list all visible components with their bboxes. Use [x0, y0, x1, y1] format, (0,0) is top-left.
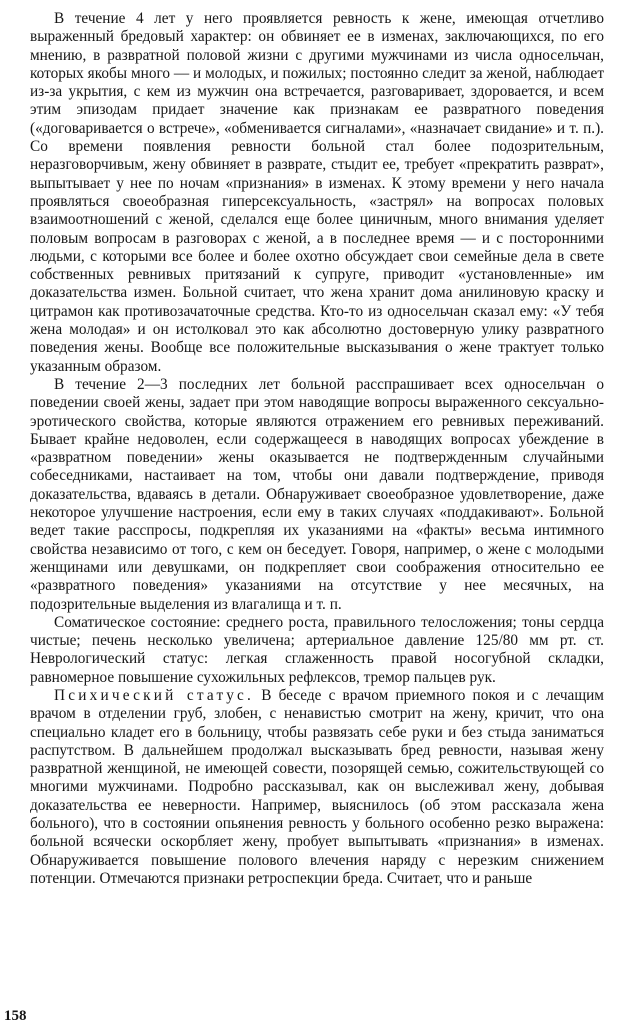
mental-status-text: В беседе с врачом приемного покоя и с лечащим врачом в отделении груб, злобен, с ненавистью смотрит на жену, кричит, что она специально кладет его в больницу, чтобы развязать себе руки и без стыда заниматься распутством. В дальнейшем продолжал высказывать бред ревности, называя жену развратной женщиной, не имеющей совести, позорящей семью, сожительствующей со многими мужчинами. Подробно рассказывал, как он выслеживал жену, добывая доказательства ее неверности. Например, выяснилось (об этом рассказала жена больного), что в состоянии опьянения ревность у больного особенно резко выражена: больной всячески оскорбляет жену, пробует выпытывать «признания» в изменах. Обнаруживается повышение полового влечения наряду с нерезким снижением потенции. Отмечаются признаки ретроспекции бреда. Считает, что и раньше	[30, 686, 604, 887]
paragraph-jealousy-history: В течение 4 лет у него проявляется ревность к жене, имеющая отчетливо выраженный бредовый характер: он обвиняет ее в изменах, заключающихся, по его мнению, в развратной половой жизни с другими мужчинами из числа односельчан, которых якобы много — и молодых, и пожилых; постоянно следит за женой, наблюдает из-за укрытия, с кем из мужчин она встречается, разговаривает, здоровается, и всем этим эпизодам придает значение как признакам ее развратного поведения («договаривается о встрече», «обменивается сигналами», «назначает свидание» и т. п.). Со времени появления ревности больной стал более подозрительным, неразговорчивым, жену обвиняет в разврате, стыдит ее, требует «прекратить разврат», выпытывает у нее по ночам «признания» в изменах. К этому времени у него начала проявляться своеобразная гиперсексуальность, «застрял» на вопросах половых взаимоотношений с женой, сделался еще более циничным, много внимания уделяет половым вопросам в разговорах с женой, а в последнее время — и с посторонними людьми, с которыми все более и более охотно обсуждает свои семейные дела в свете собственных ревнивых притязаний к супруге, приводит «установленные» им доказательства измен. Больной считает, что жена хранит дома анилиновую краску и цитрамон как противозачаточные средства. Кто-то из односельчан сказал ему: «У тебя жена молодая» и он истолковал это как абсолютно достоверную улику развратного поведения жены. Вообще все положительные высказывания о жене трактует только указанным образом.	[30, 10, 604, 375]
paragraph-questioning-villagers: В течение 2—3 последних лет больной расспрашивает всех односельчан о поведении своей жены, задает при этом наводящие вопросы выраженного сексуально-эротического свойства, которые являются отражением его ревнивых переживаний. Бывает крайне недоволен, если содержащееся в наводящих вопросах убеждение в «развратном поведении» жены оказывается не подтвержденным случайными собеседниками, настаивает на том, чтобы они давали подтверждение, приводя доказательства, вдаваясь в детали. Обнаруживает своеобразное удовлетворение, даже некоторое улучшение настроения, если ему в таких случаях «поддакивают». Больной ведет такие расспросы, подкрепляя их указаниями на «факты» весьма интимного свойства независимо от того, с кем он беседует. Говоря, например, о жене с молодыми женщинами или девушками, он подкрепляет свои соображения относительно ее «развратного поведения» указаниями на отсутствие у нее месячных, на подозрительные выделения из влагалища и т. п.	[30, 375, 604, 613]
page-number: 158	[4, 1008, 27, 1024]
paragraph-mental-status	[30, 687, 604, 888]
paragraph-somatic-status: Соматическое состояние: среднего роста, правильного телосложения; тоны сердца чистые; печень несколько увеличена; артериальное давление 125/80 мм рт. ст. Неврологический статус: легкая сглаженность правой носогубной складки, равномерное повышение сухожильных рефлексов, тремор пальцев рук.	[30, 613, 604, 686]
book-page-text	[30, 10, 604, 1000]
mental-status-heading: Психический статус.	[54, 686, 255, 704]
